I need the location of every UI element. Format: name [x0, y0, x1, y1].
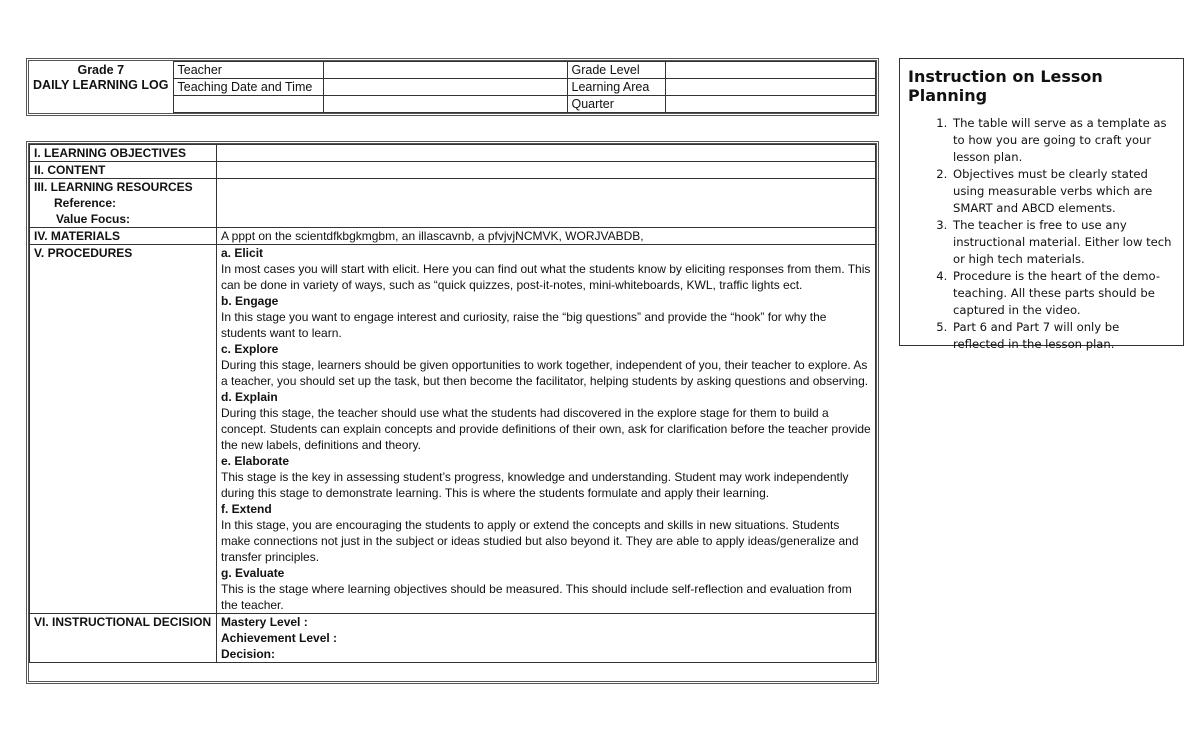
- mastery-label: Mastery Level :: [221, 615, 308, 629]
- objectives-field[interactable]: [217, 145, 876, 162]
- achievement-label: Achievement Level :: [221, 631, 338, 645]
- stage-title: a. Elicit: [221, 246, 264, 260]
- teacher-field[interactable]: [323, 62, 567, 79]
- materials-label: IV. MATERIALS: [30, 228, 217, 245]
- decision-value-label: Decision:: [221, 647, 276, 661]
- instruction-item: 2. Objectives must be clearly stated using measurable verbs which are SMART and ABCD elements.: [951, 166, 1173, 217]
- quarter-field[interactable]: [665, 96, 876, 113]
- instruction-list: [908, 115, 1173, 353]
- content-label: II. CONTENT: [30, 162, 217, 179]
- procedures-row: [30, 245, 876, 614]
- grade-level-field[interactable]: [665, 62, 876, 79]
- stage-title: d. Explain: [221, 390, 278, 404]
- stage-title: g. Evaluate: [221, 566, 285, 580]
- procedure-explore: [221, 341, 871, 389]
- stage-title: c. Explore: [221, 342, 279, 356]
- stage-text: In this stage, you are encouraging the students to apply or extend the concepts and skills in new situations. Students make connections not just in the subject or ideas studied but also beyond it. They are able to apply ideas/generalize and transfer principles.: [221, 518, 859, 564]
- grade-title: Grade 7: [77, 62, 125, 77]
- materials-row: [30, 228, 876, 245]
- stage-text: This is the stage where learning objectives should be measured. This should include self-reflection and evaluation from the teacher.: [221, 582, 852, 612]
- grade-level-label: Grade Level: [567, 62, 665, 79]
- quarter-label: Quarter: [567, 96, 665, 113]
- header-table: [26, 58, 879, 116]
- instruction-item: 5. Part 6 and Part 7 will only be reflected in the lesson plan.: [951, 319, 1173, 353]
- learning-area-label: Learning Area: [567, 79, 665, 96]
- resources-label: III. LEARNING RESOURCES: [34, 180, 193, 194]
- stage-text: During this stage, the teacher should use what the students had discovered in the explore stage for them to build a concept. Students can explain concepts and provide definitions of their own, ask for clarification before the teacher provide the new labels, definitions and theory.: [221, 406, 871, 452]
- instruction-item: 1. The table will serve as a template as to how you are going to craft your lesson plan.: [951, 115, 1173, 166]
- stage-text: In most cases you will start with elicit. Here you can find out what the students know by eliciting responses from them. This can be done in variety of ways, such as “quick quizzes, post-it-notes, mini-whiteboards, KWL, traffic lights ect.: [221, 262, 871, 292]
- header-title: [29, 62, 173, 113]
- materials-value[interactable]: A pppt on the scientdfkbgkmgbm, an illascavnb, a pfvjvjNCMVK, WORJVABDB,: [217, 228, 876, 245]
- instruction-item: 3. The teacher is free to use any instructional material. Either low tech or high tech materials.: [951, 217, 1173, 268]
- log-title: DAILY LEARNING LOG: [33, 77, 169, 92]
- procedure-evaluate: [221, 565, 871, 613]
- stage-text: This stage is the key in assessing student’s progress, knowledge and understanding. Student may work independently during this stage to demonstrate learning. This is where the students formulate and apply their learning.: [221, 470, 849, 500]
- procedure-elicit: [221, 245, 871, 293]
- procedure-elaborate: [221, 453, 871, 501]
- procedures-label: V. PROCEDURES: [30, 245, 217, 614]
- reference-label: Reference:: [54, 196, 117, 210]
- procedure-engage: [221, 293, 871, 341]
- instruction-title: Instruction on Lesson Planning: [908, 67, 1103, 105]
- stage-text: In this stage you want to engage interest and curiosity, raise the “big questions” and provide the “hook” for why the students want to learn.: [221, 310, 827, 340]
- procedure-explain: [221, 389, 871, 453]
- decision-row: [30, 614, 876, 663]
- decision-label: VI. INSTRUCTIONAL DECISION: [30, 614, 217, 663]
- stage-title: b. Engage: [221, 294, 279, 308]
- teacher-label: Teacher: [173, 62, 323, 79]
- blank-cell-2: [323, 96, 567, 113]
- procedures-field[interactable]: [217, 245, 876, 614]
- content-field[interactable]: [217, 162, 876, 179]
- stage-text: During this stage, learners should be given opportunities to work together, independent of you, their teacher to explore. As a teacher, you should set up the task, but then become the facilitator, helping students by asking questions and observing.: [221, 358, 869, 388]
- value-focus-label: Value Focus:: [56, 212, 131, 226]
- objectives-row: [30, 145, 876, 162]
- instruction-panel: [899, 58, 1184, 351]
- decision-field[interactable]: [217, 614, 876, 663]
- resources-row: [30, 179, 876, 228]
- date-time-label: Teaching Date and Time: [173, 79, 323, 96]
- procedure-extend: [221, 501, 871, 565]
- resources-field[interactable]: [217, 179, 876, 228]
- learning-log-table: [26, 141, 879, 684]
- stage-title: f. Extend: [221, 502, 272, 516]
- objectives-label: I. LEARNING OBJECTIVES: [30, 145, 217, 162]
- resources-cell: [30, 179, 217, 228]
- stage-title: e. Elaborate: [221, 454, 290, 468]
- learning-area-field[interactable]: [665, 79, 876, 96]
- blank-cell-1: [173, 96, 323, 113]
- date-time-field[interactable]: [323, 79, 567, 96]
- content-row: [30, 162, 876, 179]
- instruction-item: 4. Procedure is the heart of the demo-teaching. All these parts should be captured in the video.: [951, 268, 1173, 319]
